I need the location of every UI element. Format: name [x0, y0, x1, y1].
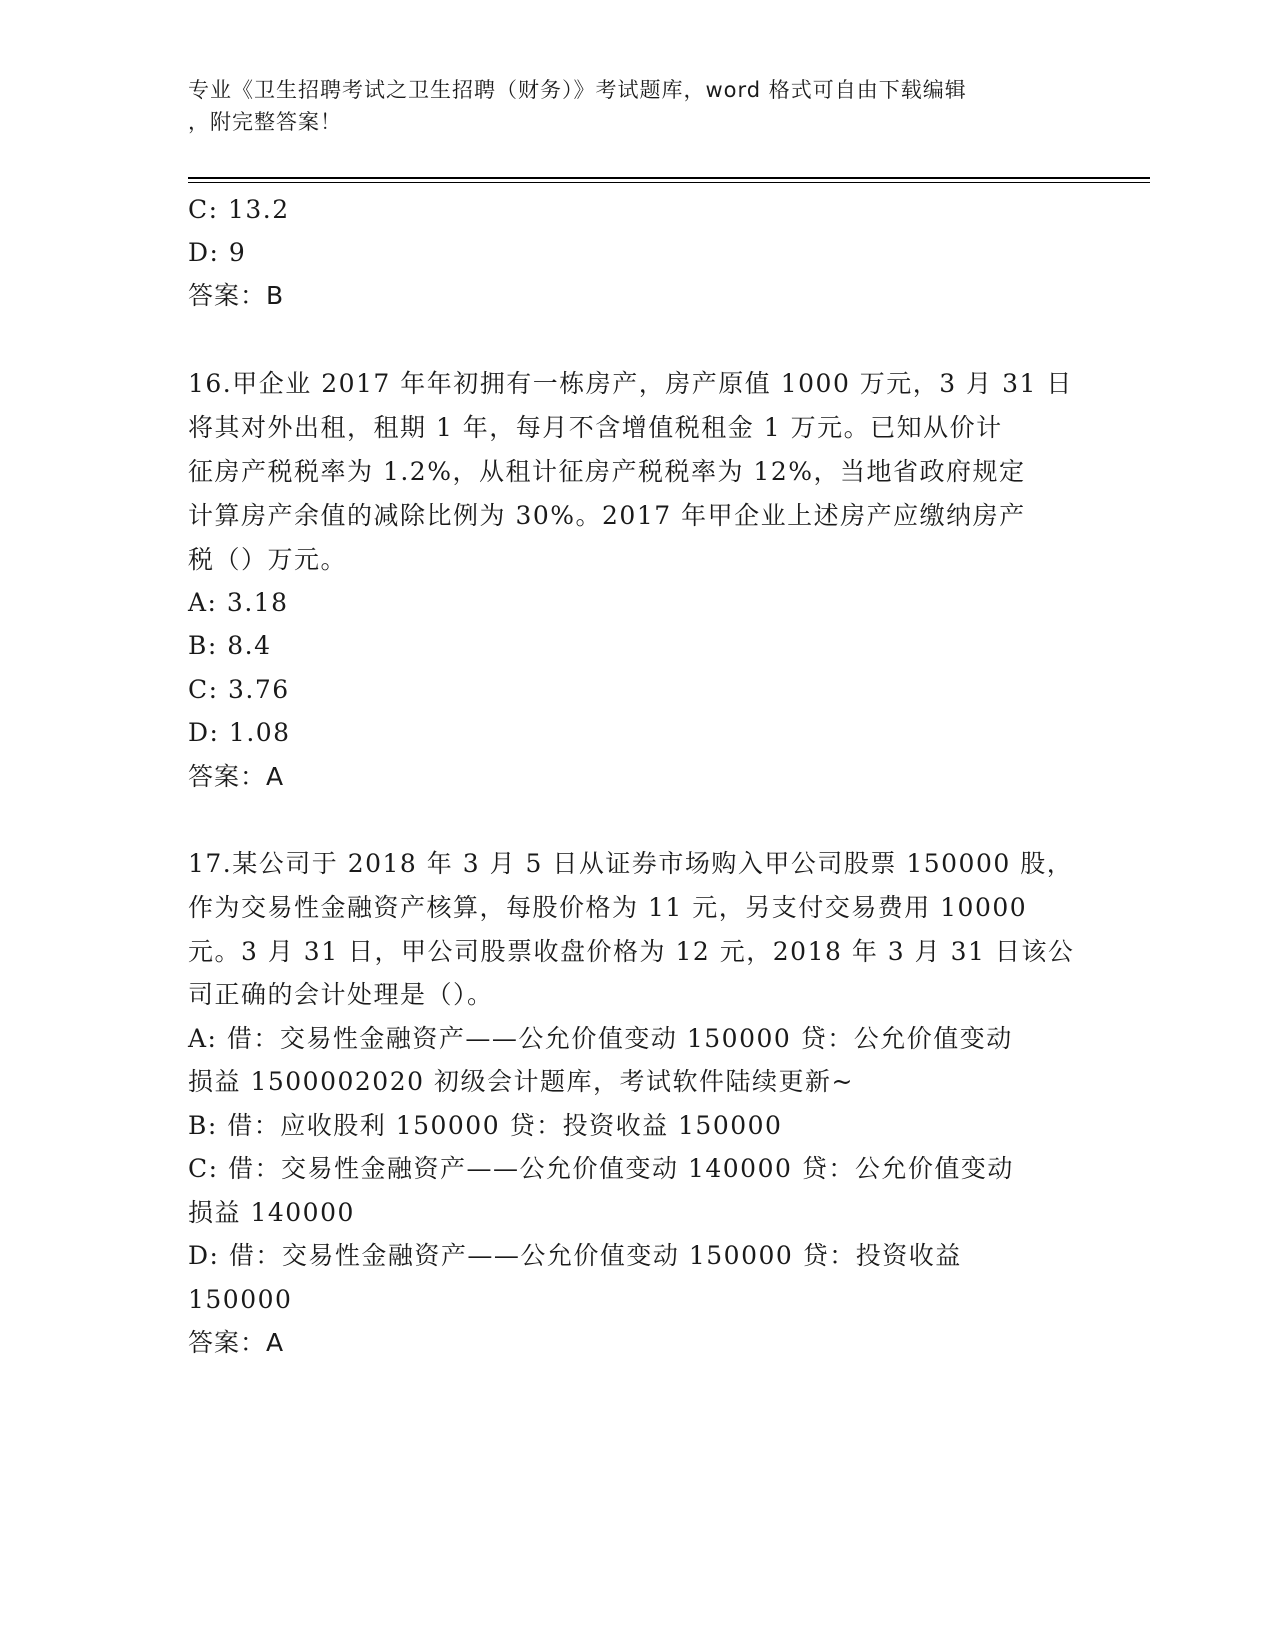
option-d: D: 9 — [188, 238, 247, 267]
question-17-option-a-line-1: A: 借：交易性金融资产——公允价值变动 150000 贷：公允价值变动 — [188, 1024, 1013, 1053]
question-17-line-2: 作为交易性金融资产核算，每股价格为 11 元，另支付交易费用 10000 — [188, 893, 1028, 922]
question-16-line-5: 税（）万元。 — [188, 545, 348, 574]
question-16-answer: 答案：A — [188, 762, 285, 791]
header-divider-thin — [188, 182, 1150, 183]
document-header: 专业《卫生招聘考试之卫生招聘（财务）》考试题库，word 格式可自由下载编辑 ，附完整答案！ — [188, 78, 967, 134]
question-16-line-1: 16.甲企业 2017 年年初拥有一栋房产，房产原值 1000 万元，3 月 31 日 — [188, 369, 1073, 398]
question-16-option-c: C: 3.76 — [188, 675, 290, 704]
question-17-option-c-line-1: C: 借：交易性金融资产——公允价值变动 140000 贷：公允价值变动 — [188, 1154, 1014, 1183]
question-16-line-4: 计算房产余值的减除比例为 30%。2017 年甲企业上述房产应缴纳房产 — [188, 501, 1026, 530]
answer-line: 答案：B — [188, 281, 285, 310]
question-17-option-d-line-1: D: 借：交易性金融资产——公允价值变动 150000 贷：投资收益 — [188, 1241, 962, 1270]
question-17-answer: 答案：A — [188, 1328, 285, 1357]
question-16-line-2: 将其对外出租，租期 1 年，每月不含增值税租金 1 万元。已知从价计 — [188, 413, 1003, 442]
question-17-option-d-line-2: 150000 — [188, 1285, 293, 1314]
question-16-option-b: B: 8.4 — [188, 631, 272, 660]
header-divider — [188, 177, 1150, 179]
question-16-line-3: 征房产税税率为 1.2%，从租计征房产税税率为 12%，当地省政府规定 — [188, 457, 1026, 486]
question-17-option-b: B: 借：应收股利 150000 贷：投资收益 150000 — [188, 1111, 783, 1140]
question-17-option-c-line-2: 损益 140000 — [188, 1198, 355, 1227]
option-c: C: 13.2 — [188, 195, 290, 224]
question-17-line-3: 元。3 月 31 日，甲公司股票收盘价格为 12 元，2018 年 3 月 31 日该公 — [188, 937, 1075, 966]
question-17-line-1: 17.某公司于 2018 年 3 月 5 日从证券市场购入甲公司股票 150000 股， — [188, 849, 1074, 878]
question-17-line-4: 司正确的会计处理是（）。 — [188, 980, 494, 1009]
question-16-option-a: A: 3.18 — [188, 588, 289, 617]
question-17-option-a-line-2: 损益 1500002020 初级会计题库，考试软件陆续更新~ — [188, 1067, 854, 1096]
question-16-option-d: D: 1.08 — [188, 718, 291, 747]
